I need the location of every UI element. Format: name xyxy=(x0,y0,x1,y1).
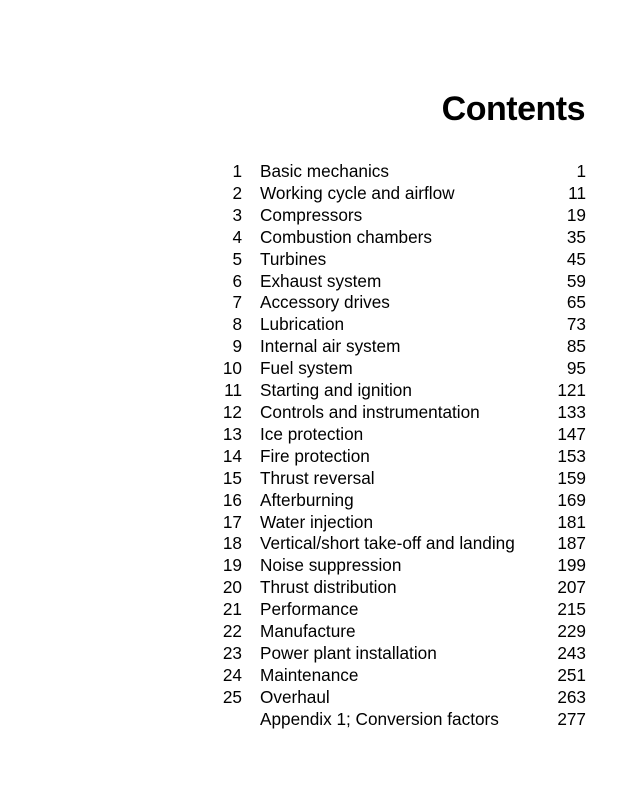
chapter-title: Starting and ignition xyxy=(260,380,412,401)
toc-entry[interactable] xyxy=(210,665,586,687)
chapter-number: 9 xyxy=(232,336,242,357)
chapter-title: Accessory drives xyxy=(260,292,390,313)
chapter-number: 24 xyxy=(222,664,242,685)
chapter-title: Turbines xyxy=(260,248,327,269)
page-number: 133 xyxy=(557,401,586,422)
toc-entry[interactable] xyxy=(210,512,586,534)
toc-entry[interactable] xyxy=(210,205,586,227)
page-number: 35 xyxy=(566,226,586,247)
chapter-number: 25 xyxy=(222,686,242,707)
chapter-number: 8 xyxy=(232,314,242,335)
toc-entry[interactable] xyxy=(210,271,586,293)
page-number: 73 xyxy=(566,314,586,335)
page-number: 85 xyxy=(566,336,586,357)
page-number: 11 xyxy=(568,182,586,203)
chapter-number: 10 xyxy=(222,358,242,379)
toc-entry[interactable] xyxy=(210,468,586,490)
page-number: 45 xyxy=(566,248,586,269)
page-number: 153 xyxy=(557,445,586,466)
page-number: 187 xyxy=(557,533,586,554)
page-number: 147 xyxy=(557,423,586,444)
page-number: 181 xyxy=(557,511,586,532)
page-number: 1 xyxy=(576,161,586,181)
toc-entry[interactable] xyxy=(210,161,586,183)
toc-entry[interactable] xyxy=(210,599,586,621)
toc-entry[interactable] xyxy=(210,709,586,731)
chapter-number: 21 xyxy=(222,599,242,620)
toc-entry[interactable] xyxy=(210,577,586,599)
chapter-title: Noise suppression xyxy=(260,555,402,576)
page-number: 199 xyxy=(557,555,586,576)
toc-entry[interactable] xyxy=(210,314,586,336)
chapter-title: Ice protection xyxy=(260,423,364,444)
page-number: 65 xyxy=(566,292,586,313)
chapter-title: Thrust distribution xyxy=(260,577,397,598)
chapter-title: Fire protection xyxy=(260,445,370,466)
chapter-title: Controls and instrumentation xyxy=(260,401,480,422)
page-number: 243 xyxy=(557,642,586,663)
chapter-title: Power plant installation xyxy=(260,642,437,663)
page-number: 277 xyxy=(557,708,586,729)
toc-entry[interactable] xyxy=(210,555,586,577)
toc-entry[interactable] xyxy=(210,358,586,380)
chapter-number: 4 xyxy=(232,226,242,247)
chapter-title: Internal air system xyxy=(260,336,401,357)
page-number: 19 xyxy=(566,204,586,225)
chapter-title: Thrust reversal xyxy=(260,467,375,488)
page-number: 215 xyxy=(557,599,586,620)
chapter-number: 18 xyxy=(222,533,242,554)
chapter-number: 5 xyxy=(232,248,242,269)
chapter-title: Appendix 1; Conversion factors xyxy=(260,708,499,729)
page-number: 207 xyxy=(557,577,586,598)
chapter-title: Exhaust system xyxy=(260,270,382,291)
chapter-title: Vertical/short take-off and landing xyxy=(260,533,515,554)
toc-entry[interactable] xyxy=(210,402,586,424)
chapter-number: 11 xyxy=(224,380,242,401)
toc-entry[interactable] xyxy=(210,621,586,643)
chapter-number: 15 xyxy=(222,467,242,488)
page-number: 263 xyxy=(557,686,586,707)
toc-entry[interactable] xyxy=(210,643,586,665)
toc-entry[interactable] xyxy=(210,687,586,709)
toc-entry[interactable] xyxy=(210,533,586,555)
table-of-contents xyxy=(210,161,586,731)
chapter-number: 19 xyxy=(222,555,242,576)
chapter-number: 16 xyxy=(222,489,242,510)
toc-entry[interactable] xyxy=(210,227,586,249)
chapter-number: 14 xyxy=(222,445,242,466)
toc-entry[interactable] xyxy=(210,490,586,512)
toc-entry[interactable] xyxy=(210,249,586,271)
page-title: Contents xyxy=(441,90,585,128)
page-number: 229 xyxy=(557,621,586,642)
chapter-number: 1 xyxy=(232,161,242,181)
chapter-title: Overhaul xyxy=(260,686,330,707)
toc-entry[interactable] xyxy=(210,292,586,314)
chapter-title: Afterburning xyxy=(260,489,354,510)
chapter-number: 13 xyxy=(222,423,242,444)
chapter-number: 23 xyxy=(222,642,242,663)
page-number: 121 xyxy=(557,380,586,401)
chapter-title: Fuel system xyxy=(260,358,353,379)
chapter-number: 20 xyxy=(222,577,242,598)
chapter-title: Lubrication xyxy=(260,314,345,335)
chapter-number: 17 xyxy=(222,511,242,532)
chapter-number: 3 xyxy=(232,204,242,225)
chapter-title: Manufacture xyxy=(260,621,356,642)
chapter-title: Combustion chambers xyxy=(260,226,432,247)
chapter-number: 7 xyxy=(232,292,242,313)
page-number: 59 xyxy=(566,270,586,291)
chapter-title: Performance xyxy=(260,599,359,620)
page-number: 95 xyxy=(566,358,586,379)
chapter-title: Water injection xyxy=(260,511,374,532)
chapter-title: Maintenance xyxy=(260,664,359,685)
chapter-number: 12 xyxy=(222,401,242,422)
toc-entry[interactable] xyxy=(210,446,586,468)
page-number: 251 xyxy=(557,664,586,685)
toc-entry[interactable] xyxy=(210,380,586,402)
toc-entry[interactable] xyxy=(210,424,586,446)
toc-entry[interactable] xyxy=(210,183,586,205)
chapter-number: 2 xyxy=(232,182,242,203)
chapter-title: Compressors xyxy=(260,204,363,225)
toc-entry[interactable] xyxy=(210,336,586,358)
chapter-title: Working cycle and airflow xyxy=(260,182,455,203)
chapter-number: 22 xyxy=(222,621,242,642)
chapter-title: Basic mechanics xyxy=(260,161,389,181)
page-number: 169 xyxy=(557,489,586,510)
chapter-number: 6 xyxy=(232,270,242,291)
page-number: 159 xyxy=(557,467,586,488)
